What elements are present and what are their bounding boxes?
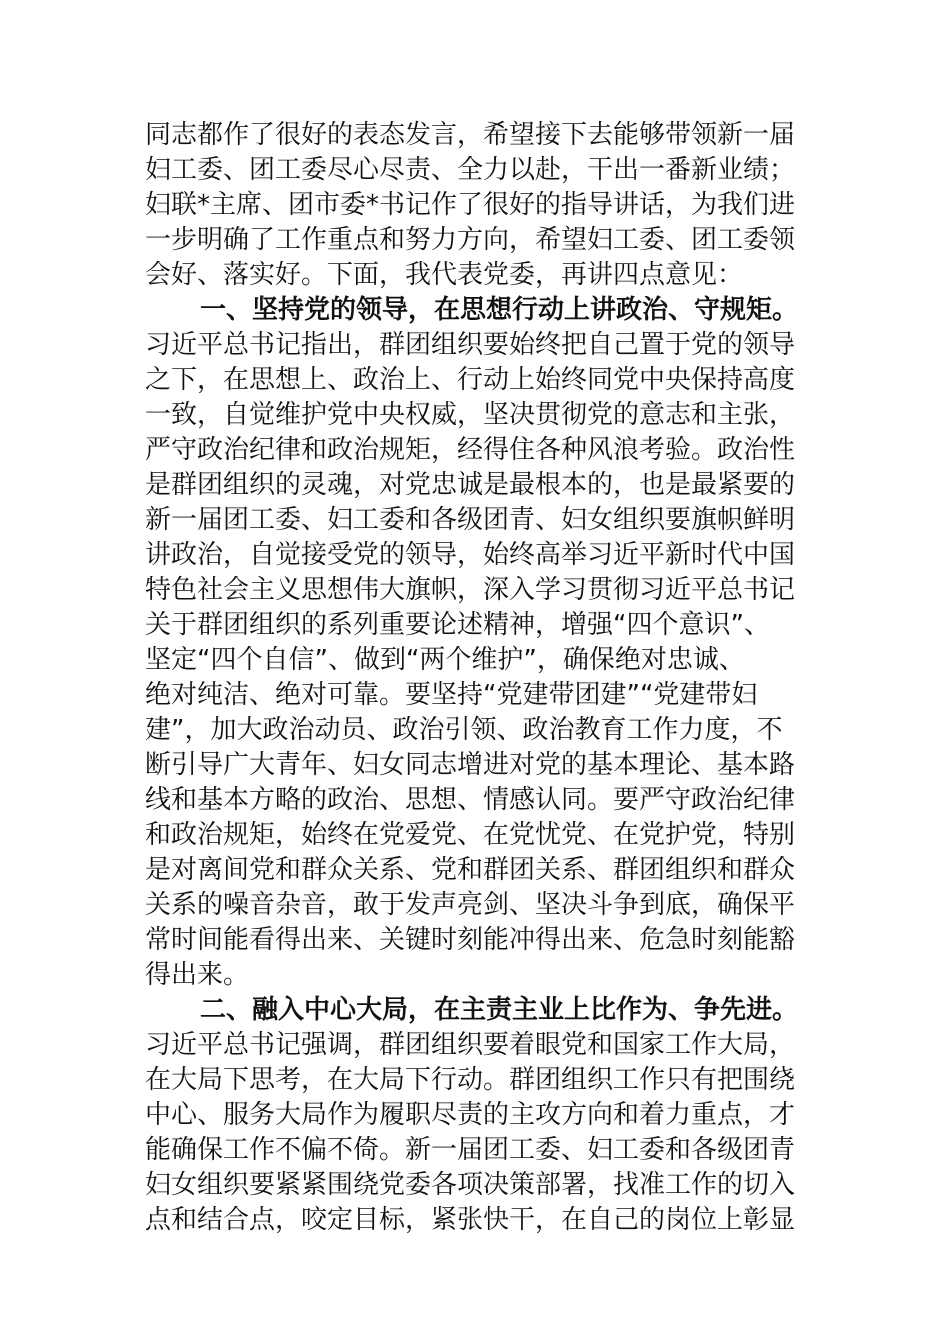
text-line: 严守政治纪律和政治规矩，经得住各种风浪考验。政治性: [145, 435, 796, 465]
text-line: 之下，在思想上、政治上、行动上始终同党中央保持高度: [145, 365, 796, 395]
text-line: 绝对纯洁、绝对可靠。要坚持“党建带团建”“党建带妇: [145, 680, 758, 710]
text-line: 会好、落实好。下面，我代表党委，再讲四点意见：: [145, 260, 744, 290]
text-line: 点和结合点，咬定目标，紧张快干，在自己的岗位上彰显: [145, 1205, 796, 1235]
text-line: 线和基本方略的政治、思想、情感认同。要严守政治纪律: [145, 785, 796, 815]
text-line: 是对离间党和群众关系、党和群团关系、群团组织和群众: [145, 855, 796, 885]
text-line: 和政治规矩，始终在党爱党、在党忧党、在党护党，特别: [145, 820, 796, 850]
text-line: 讲政治，自觉接受党的领导，始终高举习近平新时代中国: [145, 540, 796, 570]
text-line: 在大局下思考，在大局下行动。群团组织工作只有把围绕: [145, 1065, 796, 1095]
text-line: 习近平总书记强调，群团组织要着眼党和国家工作大局，: [145, 1030, 796, 1060]
text-line: 常时间能看得出来、关键时刻能冲得出来、危急时刻能豁: [145, 925, 796, 955]
text-line: 得出来。: [145, 960, 250, 990]
text-line: 坚定“四个自信”、做到“两个维护”，确保绝对忠诚、: [145, 645, 745, 675]
section-heading-2: 二、融入中心大局，在主责主业上比作为、争先进。: [200, 995, 799, 1025]
text-line: 习近平总书记指出，群团组织要始终把自己置于党的领导: [145, 330, 796, 360]
text-line: 关于群团组织的系列重要论述精神，增强“四个意识”、: [145, 610, 770, 640]
text-line: 妇女组织要紧紧围绕党委各项决策部署，找准工作的切入: [145, 1170, 796, 1200]
text-line: 能确保工作不偏不倚。新一届团工委、妇工委和各级团青: [145, 1135, 796, 1165]
text-line: 特色社会主义思想伟大旗帜，深入学习贯彻习近平总书记: [145, 575, 796, 605]
section-heading-1: 一、坚持党的领导，在思想行动上讲政治、守规矩。: [200, 295, 799, 325]
text-line: 妇工委、团工委尽心尽责、全力以赴，干出一番新业绩；: [145, 155, 796, 185]
text-line: 关系的噪音杂音，敢于发声亮剑、坚决斗争到底，确保平: [145, 890, 796, 920]
text-line: 建”，加大政治动员、政治引领、政治教育工作力度，不: [145, 715, 783, 745]
text-line: 一致，自觉维护党中央权威，坚决贯彻党的意志和主张，: [145, 400, 796, 430]
text-line: 断引导广大青年、妇女同志增进对党的基本理论、基本路: [145, 750, 796, 780]
text-line: 中心、服务大局作为履职尽责的主攻方向和着力重点，才: [145, 1100, 796, 1130]
text-line: 新一届团工委、妇工委和各级团青、妇女组织要旗帜鲜明: [145, 505, 796, 535]
text-line: 一步明确了工作重点和努力方向，希望妇工委、团工委领: [145, 225, 796, 255]
text-line: 是群团组织的灵魂，对党忠诚是最根本的，也是最紧要的: [145, 470, 796, 500]
text-line: 妇联*主席、团市委*书记作了很好的指导讲话，为我们进: [145, 190, 796, 220]
text-line: 同志都作了很好的表态发言，希望接下去能够带领新一届: [145, 120, 796, 150]
